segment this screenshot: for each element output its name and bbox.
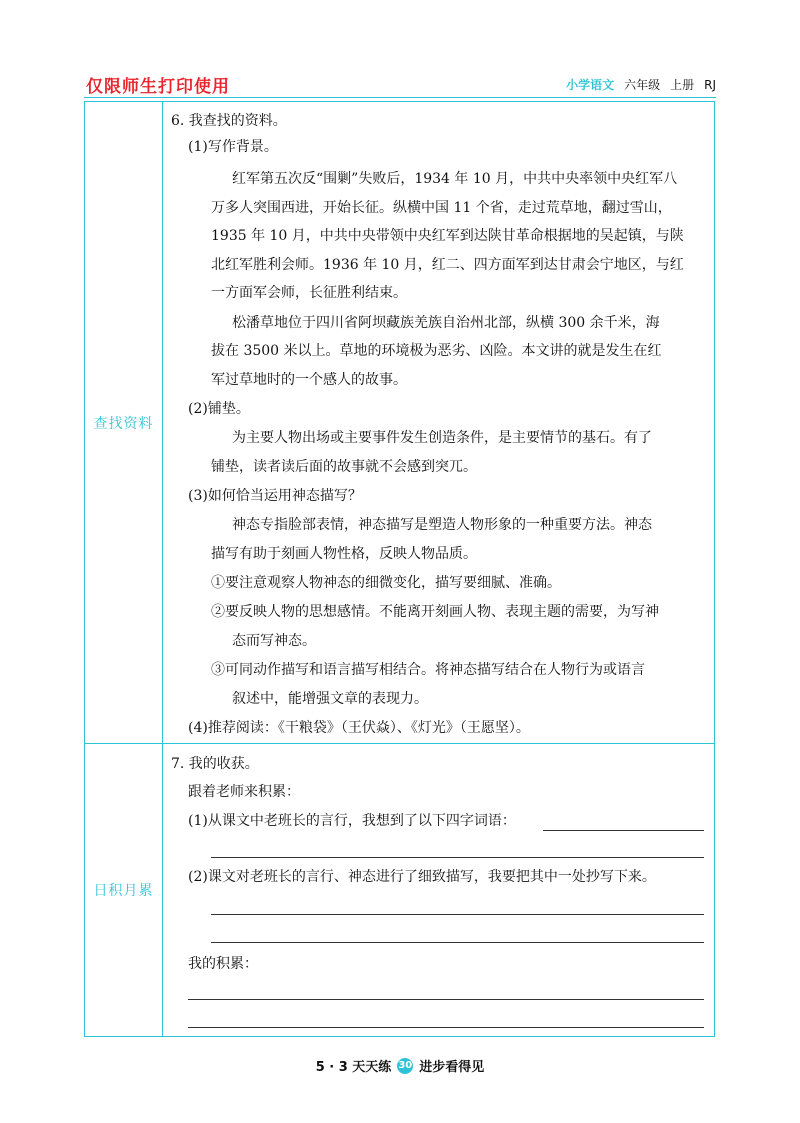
answer-line-copy[interactable] (211, 942, 704, 943)
paragraph-line: 军过草地时的一个感人的故事。 (211, 372, 407, 388)
accumulation-content (162, 744, 714, 1036)
tip-item: ③可同动作描写和语言描写相结合。将神态描写结合在人物行为或语言 (211, 662, 645, 678)
subheading-foreshadowing: (2)铺垫。 (188, 401, 250, 417)
my-accumulation-label: 我的积累： (188, 956, 258, 972)
paragraph-line: 为主要人物出场或主要事件发生创造条件，是主要情节的基石。有了 (232, 430, 652, 446)
print-notice: 仅限师生打印使用 (86, 77, 230, 97)
question-7-title: 7. 我的收获。 (171, 756, 259, 772)
subject-label: 小学语文 (566, 78, 615, 92)
subheading-background: (1)写作背景。 (188, 139, 278, 155)
recommended-reading: (4)推荐阅读：《干粮袋》（王伏焱）、《灯光》（王愿坚）。 (188, 720, 530, 736)
answer-line-idioms[interactable] (211, 857, 704, 858)
subheading-expression: (3)如何恰当运用神态描写？ (188, 488, 362, 504)
answer-line-idioms-inline[interactable] (543, 830, 704, 831)
paragraph-line: 一方面军会师，长征胜利结束。 (211, 285, 407, 301)
paragraph-line: 松潘草地位于四川省阿坝藏族羌族自治州北部，纵横 300 余千米，海 (232, 315, 660, 331)
answer-line-accumulation[interactable] (188, 1027, 704, 1028)
paragraph-line: 1935 年 10 月，中共中央带领中央红军到达陕甘革命根据地的吴起镇，与陕 (211, 228, 684, 244)
term-label: 上册 (670, 78, 695, 92)
answer-line-copy[interactable] (211, 914, 704, 915)
paragraph-line: 神态专指脸部表情，神态描写是塑造人物形象的一种重要方法。神态 (232, 517, 652, 533)
paragraph-line: 北红军胜利会师。1936 年 10 月，红二、四方面军到达甘肃会宁地区，与红 (211, 257, 684, 273)
page-number: 30 (397, 1058, 413, 1074)
edition-label: RJ (704, 77, 716, 92)
tip-item-continued: 叙述中，能增强文章的表现力。 (232, 691, 428, 707)
paragraph-line: 拔在 3500 米以上。草地的环境极为恶劣、凶险。本文讲的就是发生在红 (211, 343, 662, 359)
section-label-research: 查找资料 (85, 102, 163, 743)
page-footer (0, 1056, 800, 1075)
prompt-copy-description: (2)课文对老班长的言行、神态进行了细致描写，我要把其中一处抄写下来。 (188, 869, 656, 885)
paragraph-line: 描写有助于刻画人物性格，反映人物品质。 (211, 546, 477, 562)
footer-slogan: 进步看得见 (419, 1060, 485, 1075)
header-rule (84, 97, 716, 98)
question-6-title: 6. 我查找的资料。 (171, 113, 287, 129)
tip-item: ②要反映人物的思想感情。不能离开刻画人物、表现主题的需要，为写神 (211, 604, 659, 620)
tip-item: ①要注意观察人物神态的细微变化，描写要细腻、准确。 (211, 575, 561, 591)
instruction-line: 跟着老师来积累： (188, 784, 300, 800)
paragraph-line: 红军第五次反“围剿”失败后，1934 年 10 月，中共中央率领中央红军八 (232, 171, 678, 187)
section-label-accumulation: 日积月累 (85, 744, 163, 1036)
research-content (162, 102, 714, 743)
section-accumulation (85, 744, 714, 1036)
paragraph-line: 铺垫，读者读后面的故事就不会感到突兀。 (211, 459, 477, 475)
prompt-idioms: (1)从课文中老班长的言行，我想到了以下四字词语： (188, 813, 516, 829)
worksheet-table (84, 101, 715, 1037)
paragraph-line: 万多人突围西进，开始长征。纵横中国 11 个省，走过荒草地，翻过雪山， (211, 200, 672, 216)
footer-brand: 5 · 3 天天练 (315, 1060, 392, 1075)
tip-item-continued: 态而写神态。 (232, 633, 316, 649)
section-research (85, 102, 714, 744)
grade-label: 六年级 (624, 78, 661, 92)
answer-line-accumulation[interactable] (188, 999, 704, 1000)
book-info (566, 76, 716, 93)
